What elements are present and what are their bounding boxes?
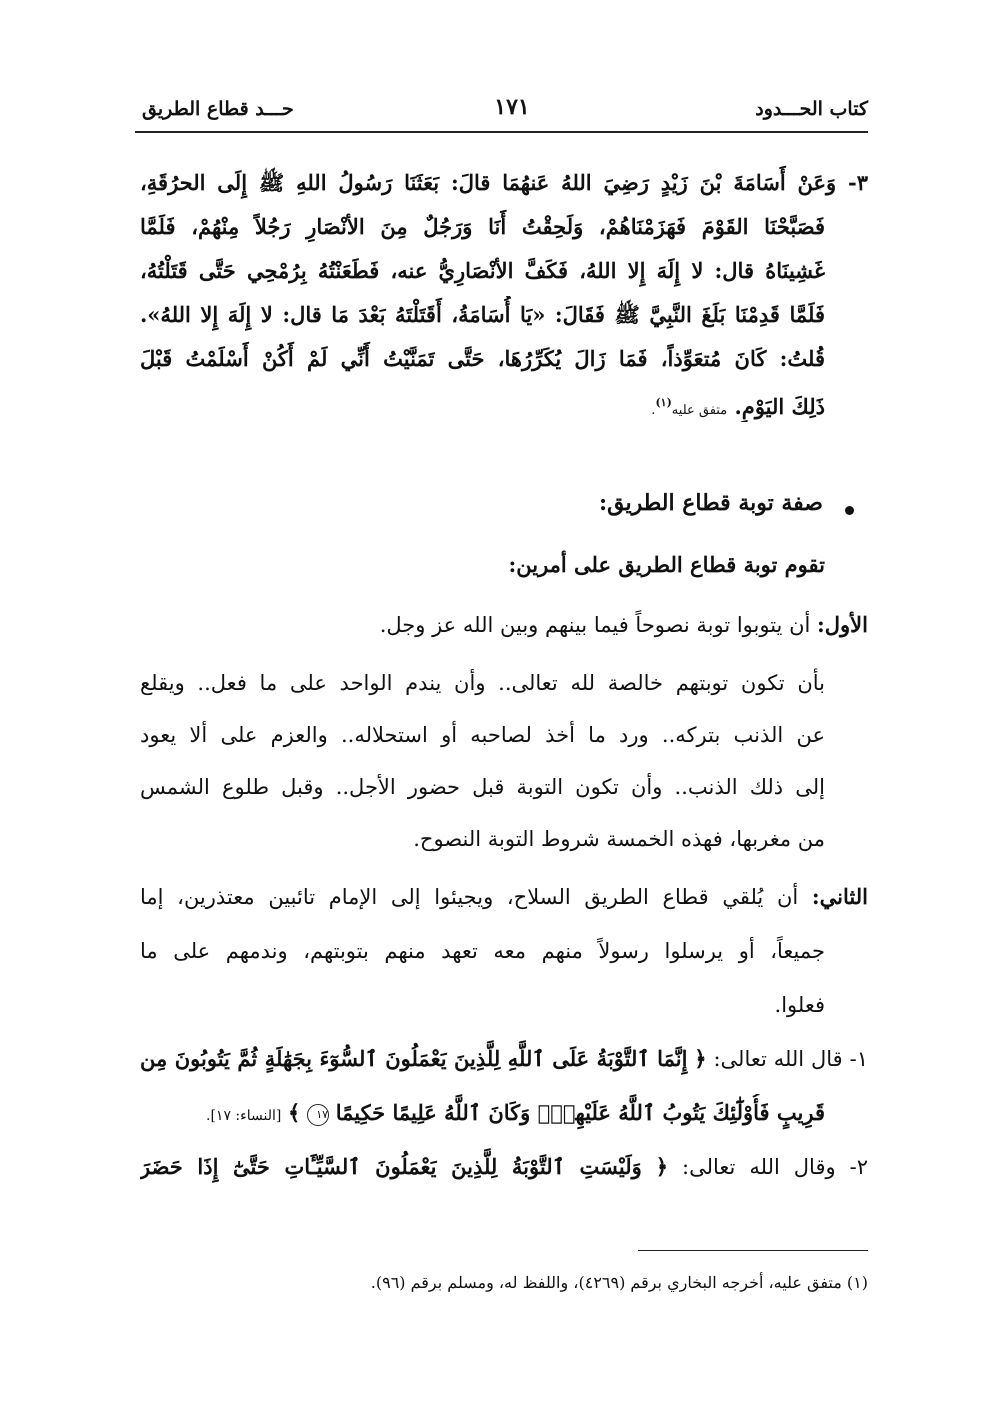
hadith-line-2: فَصَبَّحْنَا القَوْمَ فَهَزَمْنَاهُمْ، وَلَحِقْتُ أَنَا وَرَجُلٌ مِنَ الأنْصَارِ رَجُلاً مِنْهُمْ، فَلَمَّا	[140, 214, 825, 239]
verse-1-reference: [النساء: ١٧].	[206, 1108, 282, 1124]
first-detail-line-2: عن الذنب بتركه.. ورد ما أخذ لصاحبه أو استحلاله.. والعزم على ألا يعود	[140, 723, 825, 747]
hadith-closing-text: ذَلِكَ اليَوْمِ.	[734, 394, 825, 419]
quran-close-bracket: ﴾	[288, 1100, 301, 1125]
hadith-line-6: ذَلِكَ اليَوْمِ. متفق عليه$^{(١)}$.	[651, 394, 825, 419]
verse-1-text-1: إِنَّمَا ٱلتَّوْبَةُ عَلَى ٱللَّهِ لِلَّذِينَ يَعْمَلُونَ ٱلسُّوٓءَ بِجَهَٰلَةٍ ثُمَّ يَتُوبُونَ مِن	[140, 1046, 688, 1071]
header-divider	[135, 131, 868, 133]
footnote: (١) متفق عليه، أخرجه البخاري برقم (٤٢٦٩)، واللفظ له، ومسلم برقم (٩٦).	[370, 1273, 868, 1292]
first-detail-line-4: من مغربها، فهذه الخمسة شروط التوبة النصوح.	[413, 827, 825, 851]
hadith-line-1: ٣- وَعَنْ أَسَامَةَ بْنَ زَيْدٍ رَضِيَ اللهُ عَنهُمَا قالَ: بَعَثَنَا رَسُولُ اللهِ ﷺ إِلَى الحرُقَةِ،	[140, 170, 868, 195]
hadith-line-3: غَشِينَاهُ قال: لا إِلَهَ إِلا اللهُ، فَكَفَّ الأنْصَارِيُّ عنه، فَطَعَنْتُهُ بِرُمْحِي حَتَّى قَتَلْتُهُ،	[140, 258, 825, 283]
bullet-icon	[845, 506, 854, 515]
second-condition-line-1	[140, 878, 868, 916]
first-label: الأول:	[817, 612, 868, 637]
quran-open-bracket: ﴿	[694, 1046, 707, 1071]
footnote-divider	[638, 1250, 868, 1251]
first-detail-line-3: إلى ذلك الذنب.. وأن تكون التوبة قبل حضور الأجل.. وقبل طلوع الشمس	[140, 775, 825, 799]
verse-1-intro: ١- قال الله تعالى:	[713, 1047, 868, 1071]
verse-1-line-1	[140, 1040, 868, 1078]
chapter-title: حـــد قطاع الطريق	[142, 98, 294, 120]
section-heading: صفة توبة قطاع الطريق:	[599, 490, 823, 516]
section-subheading: تقوم توبة قطاع الطريق على أمرين:	[508, 552, 825, 577]
verse-2-intro: ٢- وقال الله تعالى:	[682, 1155, 868, 1179]
second-condition-line-3: فعلوا.	[774, 993, 825, 1017]
first-text: أن يتوبوا توبة نصوحاً فيما بينهم وبين الله عز وجل.	[379, 613, 811, 637]
second-text-1: أن يُلقي قطاع الطريق السلاح، ويجيئوا إلى الإمام تائبين معتذرين، إما	[140, 885, 799, 909]
page-number: ١٧١	[494, 94, 530, 120]
footnote-reference: (١)	[655, 396, 672, 409]
verse-1-text-2: قَرِيبٍ فَأُوْلَٰٓئِكَ يَتُوبُ ٱللَّهُ عَلَيْهِمْۗ وَكَانَ ٱللَّهُ عَلِيمًا حَكِيمًا	[335, 1100, 825, 1125]
first-condition	[140, 606, 868, 644]
hadith-line-5: قُلتُ: كَانَ مُتعَوِّذاً، فَمَا زَالَ يُكَرِّرُهَا، حَتَّى تَمَنَّيْتُ أَنِّي لَمْ أَكُنْ أَسْلَمْتُ قَبْلَ	[140, 346, 825, 371]
book-title: كتاب الحـــدود	[755, 98, 868, 120]
first-detail-line-1: بأن تكون توبتهم خالصة لله تعالى.. وأن يندم الواحد على ما فعل.. ويقلع	[140, 671, 825, 695]
quran-open-bracket-2: ﴿	[655, 1154, 669, 1179]
second-condition-line-2: جميعاً، أو يرسلوا رسولاً منهم معه تعهد منهم بتوبتهم، وندمهم على ما	[140, 939, 825, 963]
ayah-number-marker: ١٧	[307, 1104, 329, 1126]
hadith-source: متفق عليه	[671, 403, 728, 418]
verse-1-line-2	[140, 1094, 825, 1132]
verse-2-line-1	[140, 1148, 868, 1186]
hadith-line-4: فَلَمَّا قَدِمْنَا بَلَغَ النَّبِيَّ ﷺ فَقَالَ: «يَا أُسَامَةُ، أَقَتَلْتَهُ بَعْدَ مَا قال: لا إِلَهَ إِلا اللهُ».	[140, 302, 825, 327]
verse-2-text-1: وَلَيْسَتِ ٱلتَّوْبَةُ لِلَّذِينَ يَعْمَلُونَ ٱلسَّيِّـَٔاتِ حَتَّىٰٓ إِذَا حَضَرَ	[140, 1154, 642, 1179]
second-label: الثاني:	[811, 884, 868, 909]
